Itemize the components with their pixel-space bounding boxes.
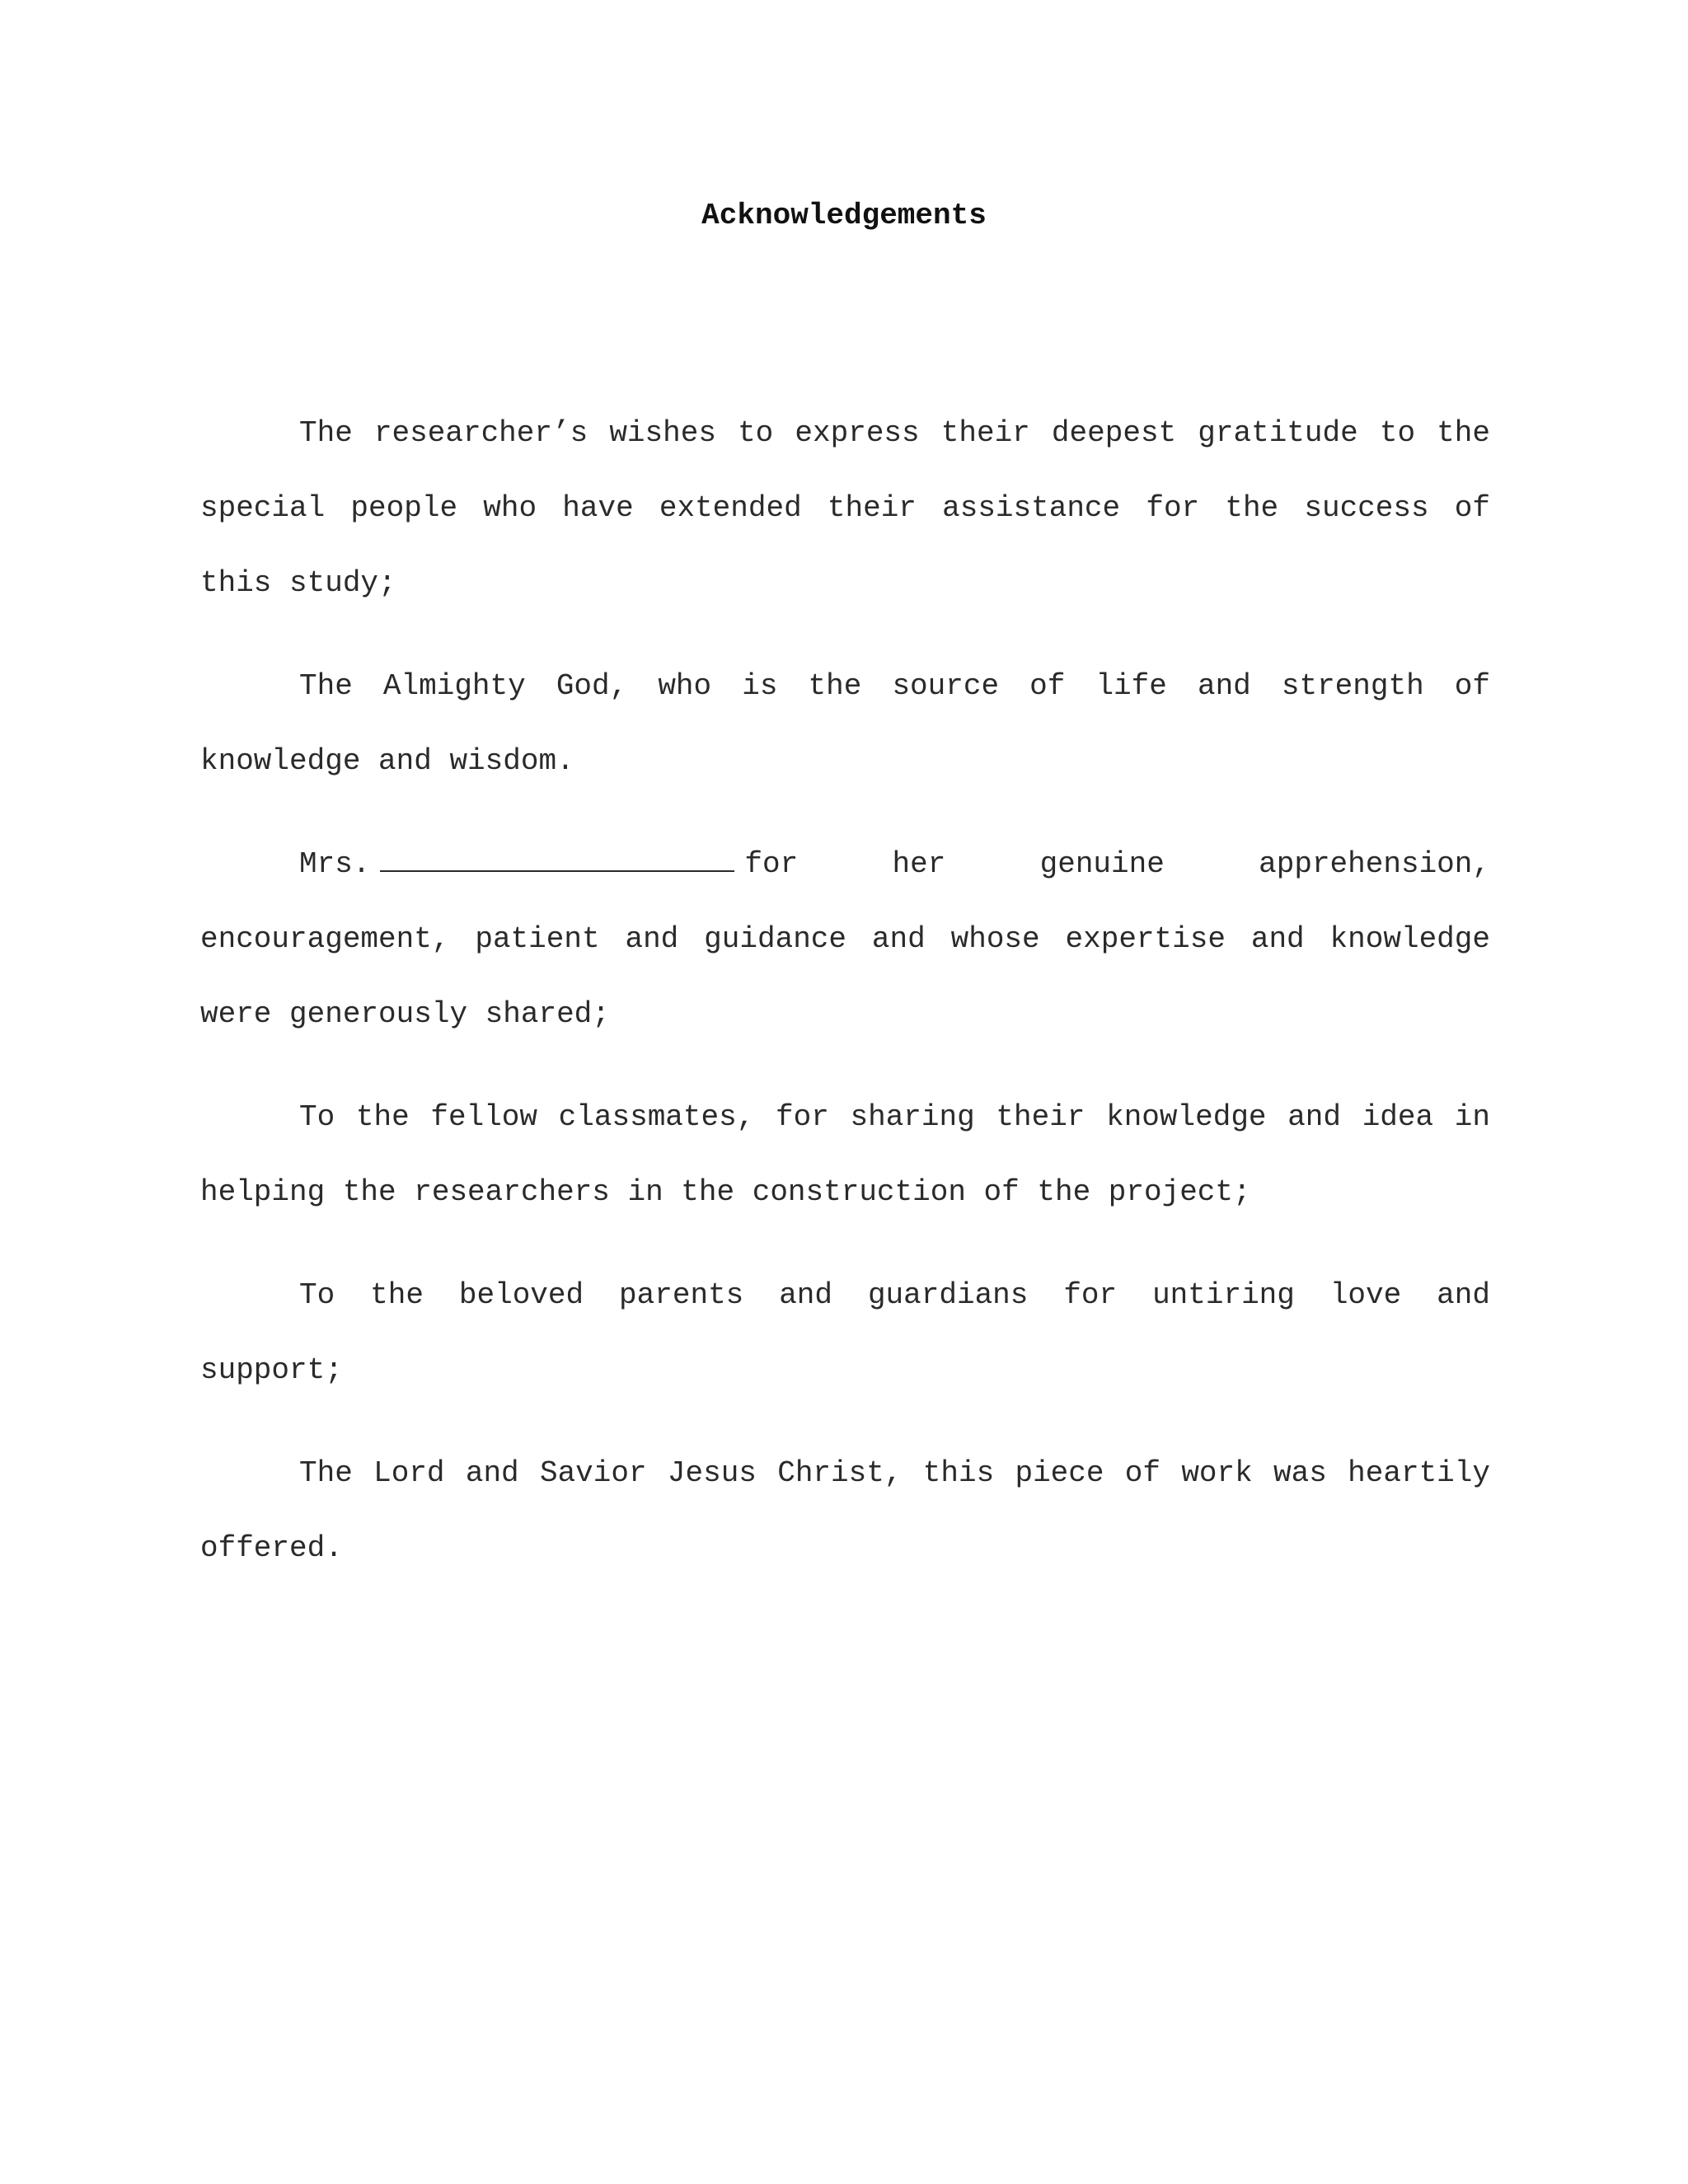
acknowledgements-body — [200, 396, 1490, 1614]
paragraph-almighty-god: The Almighty God, who is the source of life and strength of knowledge and wisdom. — [200, 669, 1490, 778]
paragraph-researchers-gratitude: The researcher’s wishes to express their deepest gratitude to the special people who have extended their assistance for the success of this study; — [200, 416, 1490, 600]
paragraph-classmates: To the fellow classmates, for sharing their knowledge and idea in helping the researchers in the construction of the project; — [200, 1100, 1490, 1209]
adviser-name-blank — [380, 837, 734, 872]
adviser-suffix: for her genuine apprehension, encouragement, patient and guidance and whose expertise and knowledge were generously shared; — [200, 847, 1490, 1031]
paragraph-parents: To the beloved parents and guardians for untiring love and support; — [200, 1278, 1490, 1387]
paragraph-jesus-christ: The Lord and Savior Jesus Christ, this piece of work was heartily offered. — [200, 1456, 1490, 1565]
paragraph-adviser — [200, 827, 1490, 1052]
adviser-prefix: Mrs. — [299, 847, 371, 881]
page-title: Acknowledgements — [701, 199, 987, 232]
